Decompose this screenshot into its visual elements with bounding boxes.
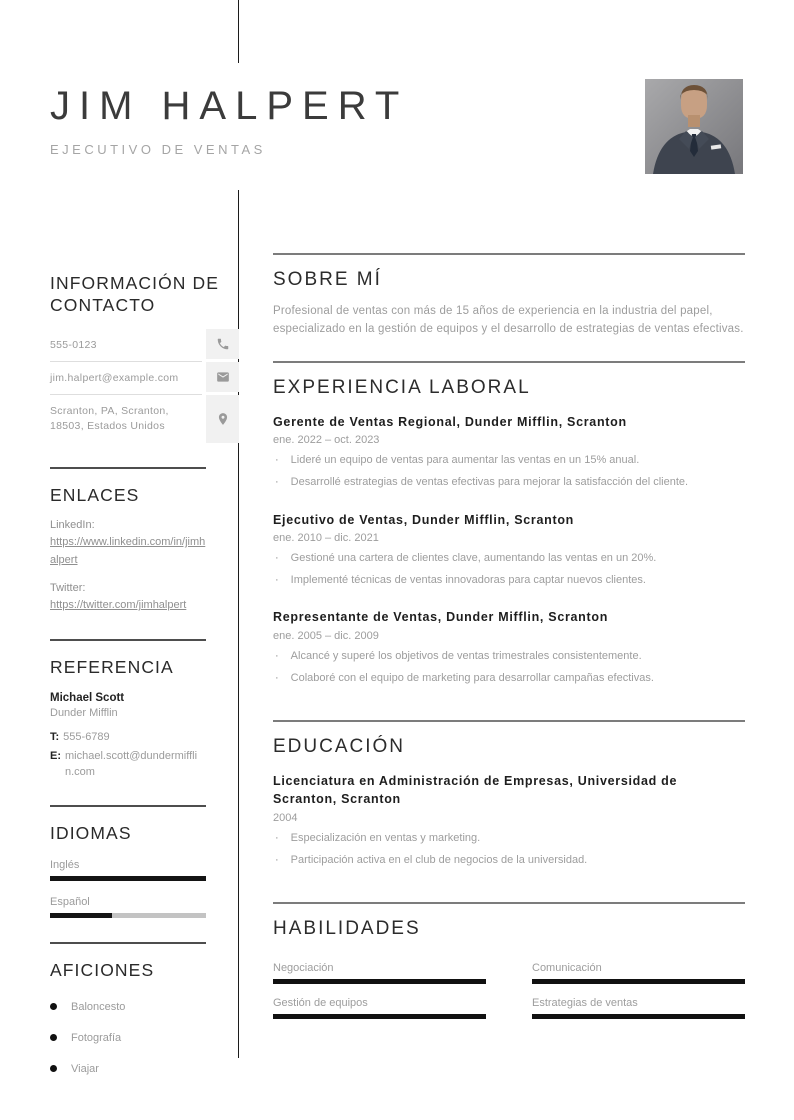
job-bullet-text: Colaboré con el equipo de marketing para desarrollar campañas efectivas. <box>290 671 654 684</box>
sidebar <box>50 272 240 1075</box>
about-heading: SOBRE MÍ <box>273 269 382 290</box>
experience-section <box>273 361 745 699</box>
links-heading: ENLACES <box>50 484 140 505</box>
phone-icon <box>206 329 239 359</box>
hobby-label: Fotografía <box>71 1031 122 1044</box>
education-bullet <box>273 853 745 868</box>
skill-level-bar <box>273 979 486 984</box>
about-text: Profesional de ventas con más de 15 años de experiencia en la industria del papel, especializado en la gestión de equipos y el desarrollo de estrategias de ventas efectivas. <box>273 305 744 335</box>
job-bullet-text: Desarrollé estrategias de ventas efectivas para mejorar la satisfacción del cliente. <box>290 476 689 489</box>
reference-phone-label: T: <box>50 731 60 744</box>
bullet-icon: · <box>275 453 279 466</box>
skill-name: Comunicación <box>532 962 602 975</box>
about-section <box>273 253 745 339</box>
reference-email-label: E: <box>50 750 61 763</box>
job-entry <box>273 511 745 589</box>
person-job-title: EJECUTIVO DE VENTAS <box>50 142 266 157</box>
reference-name: Michael Scott <box>50 692 125 705</box>
education-heading: EDUCACIÓN <box>273 736 406 758</box>
education-degree: Licenciatura en Administración de Empresas, Universidad de Scranton, Scranton <box>273 774 678 807</box>
job-dates: ene. 2005 – dic. 2009 <box>273 629 379 642</box>
languages-heading: IDIOMAS <box>50 823 132 844</box>
skill-item <box>532 997 745 1019</box>
email-address: jim.halpert@example.com <box>50 362 202 395</box>
reference-phone-line <box>50 730 240 746</box>
job-bullet <box>273 453 745 468</box>
email-icon <box>206 362 239 392</box>
bullet-icon: · <box>275 551 279 564</box>
section-rule <box>50 805 206 807</box>
job-bullet <box>273 475 745 490</box>
education-entry <box>273 772 745 880</box>
bullet-icon: · <box>275 649 279 662</box>
reference-heading: REFERENCIA <box>50 656 174 677</box>
profile-photo-image <box>645 79 743 174</box>
skill-level-fill <box>273 979 486 984</box>
contact-section <box>50 272 240 443</box>
education-year: 2004 <box>273 811 298 824</box>
language-level-fill <box>50 876 206 881</box>
job-bullet-text: Gestioné una cartera de clientes clave, aumentando las ventas en un 20%. <box>290 551 657 564</box>
education-section <box>273 720 745 880</box>
twitter-link[interactable]: https://twitter.com/jimhalpert <box>50 599 187 612</box>
phone-number: 555-0123 <box>50 329 202 362</box>
bullet-icon: · <box>275 831 279 844</box>
skill-item <box>273 997 486 1019</box>
skill-level-bar <box>532 1014 745 1019</box>
hobby-item <box>50 1001 240 1013</box>
skills-section <box>273 902 745 1027</box>
job-bullet <box>273 671 745 686</box>
contact-row-phone <box>50 329 240 362</box>
skill-name: Negociación <box>273 962 334 975</box>
education-bullet-text: Especialización en ventas y marketing. <box>290 831 481 844</box>
link-item-linkedin <box>50 519 240 569</box>
profile-photo <box>645 79 743 174</box>
contact-list <box>50 329 240 443</box>
skill-name: Estrategias de ventas <box>532 997 638 1010</box>
skill-level-fill <box>532 1014 745 1019</box>
job-dates: ene. 2010 – dic. 2021 <box>273 531 379 544</box>
job-bullet-text: Lideré un equipo de ventas para aumentar las ventas en un 15% anual. <box>290 453 640 466</box>
linkedin-label: LinkedIn: <box>50 519 95 532</box>
bullet-icon: · <box>275 853 279 866</box>
postal-address: Scranton, PA, Scranton, 18503, Estados Unidos <box>50 405 169 433</box>
location-icon <box>206 395 239 442</box>
divider-line-top <box>238 0 239 63</box>
bullet-icon: · <box>275 671 279 684</box>
job-bullet-text: Implementé técnicas de ventas innovadoras para captar nuevos clientes. <box>290 574 646 587</box>
bullet-dot-icon <box>50 1003 57 1010</box>
linkedin-link[interactable]: https://www.linkedin.com/in/jimhalpert <box>50 536 206 566</box>
job-dates: ene. 2022 – oct. 2023 <box>273 433 380 446</box>
job-entry <box>273 608 745 686</box>
job-entry <box>273 413 745 491</box>
skill-level-bar <box>532 979 745 984</box>
job-bullet-text: Alcancé y superé los objetivos de ventas trimestrales consistentemente. <box>290 649 642 662</box>
hobby-label: Baloncesto <box>71 1000 126 1013</box>
section-rule <box>50 942 206 944</box>
contact-row-email <box>50 362 240 395</box>
job-title: Gerente de Ventas Regional, Dunder Mifflin, Scranton <box>273 414 627 429</box>
skill-item <box>532 962 745 984</box>
skill-level-fill <box>532 979 745 984</box>
skill-name: Gestión de equipos <box>273 997 368 1010</box>
skill-level-fill <box>273 1014 486 1019</box>
hobby-item <box>50 1063 240 1075</box>
job-bullet <box>273 551 745 566</box>
reference-email-line <box>50 749 240 781</box>
header <box>50 84 408 157</box>
hobbies-section <box>50 942 240 1074</box>
hobby-label: Viajar <box>71 1062 99 1075</box>
section-rule <box>50 639 206 641</box>
education-bullet <box>273 831 745 846</box>
link-item-twitter <box>50 582 240 615</box>
job-title: Representante de Ventas, Dunder Mifflin, Scranton <box>273 610 609 625</box>
hobby-item <box>50 1032 240 1044</box>
bullet-icon: · <box>275 574 279 587</box>
contact-heading: INFORMACIÓN DE CONTACTO <box>50 273 220 316</box>
language-name: Español <box>50 896 90 909</box>
skill-item <box>273 962 486 984</box>
languages-section <box>50 805 240 918</box>
experience-heading: EXPERIENCIA LABORAL <box>273 376 531 398</box>
links-section <box>50 467 240 615</box>
job-bullet <box>273 649 745 664</box>
reference-company: Dunder Mifflin <box>50 707 118 720</box>
language-item <box>50 859 240 881</box>
job-bullet <box>273 573 745 588</box>
bullet-icon: · <box>275 476 279 489</box>
skills-heading: HABILIDADES <box>273 918 421 940</box>
education-bullet-text: Participación activa en el club de negocios de la universidad. <box>290 853 588 866</box>
language-item <box>50 896 240 918</box>
hobbies-heading: AFICIONES <box>50 960 155 981</box>
bullet-dot-icon <box>50 1034 57 1041</box>
job-title: Ejecutivo de Ventas, Dunder Mifflin, Scranton <box>273 512 574 527</box>
language-level-bar <box>50 913 206 918</box>
language-name: Inglés <box>50 859 80 872</box>
twitter-label: Twitter: <box>50 582 86 595</box>
reference-phone: 555-6789 <box>63 731 110 744</box>
language-level-fill <box>50 913 112 918</box>
language-level-bar <box>50 876 206 881</box>
person-name: JIM HALPERT <box>50 84 409 128</box>
reference-section <box>50 639 240 781</box>
contact-row-location <box>50 395 240 442</box>
reference-email: michael.scott@dundermifflin.com <box>65 750 198 779</box>
skills-grid <box>273 962 745 1027</box>
section-rule <box>50 467 206 469</box>
skill-level-bar <box>273 1014 486 1019</box>
main-column <box>273 253 745 1027</box>
bullet-dot-icon <box>50 1065 57 1072</box>
